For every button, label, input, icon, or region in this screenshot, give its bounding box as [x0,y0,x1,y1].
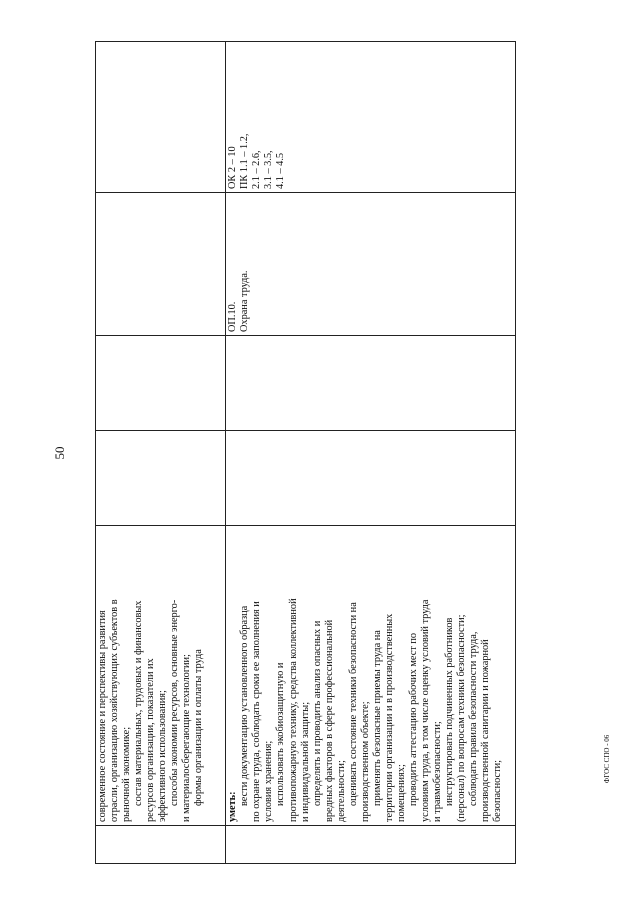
content-line: деятельности; [335,760,347,822]
discipline-cell [226,193,516,336]
content-line: производственном объекте; [359,701,371,822]
content-line: и индивидуальной защиты; [299,701,311,822]
content-line: противопожарную технику, средства коллективной [287,598,299,822]
content-line: состав материальных, трудовых и финансовых [133,600,145,806]
content-line: условия хранения; [263,740,275,822]
content-line: и травмобезопасности; [432,721,444,822]
competency-line: 3.1 – 3.5, [263,150,275,189]
discipline-code: ОП.10. [227,301,239,332]
table-row [96,42,226,864]
content-line: эффективного использования; [157,690,169,822]
content-line: проводить аттестацию рабочих мест по [408,632,419,806]
competency-line: ОК 2 – 10 [227,146,239,189]
content-line: инструктировать подчиненных работников [444,617,456,806]
content-line: способы экономии ресурсов, основные энерго- [169,599,181,806]
hours-cell-max [96,431,226,526]
content-line: и материалосберегающие технологии; [181,654,193,822]
content-line: территории организации и в производственных [383,613,395,822]
content-line: по охране труда, соблюдать сроки ее заполнения и [251,601,263,822]
table-row [226,42,516,864]
skills-heading: уметь: [227,791,239,822]
index-cell [96,826,226,864]
content-line: вести документацию установленного образца [239,605,251,806]
competency-cell [96,42,226,193]
content-line: ресурсов организации, показатели их [145,658,157,822]
competency-line: 2.1 – 2.6, [251,150,263,189]
competency-line: 4.1 – 4.5 [275,152,287,189]
curriculum-table-rotated [95,42,516,864]
content-line: безопасности; [492,760,504,822]
hours-cell-required [226,336,516,431]
content-line: отрасли, организацию хозяйствующих субъектов в [109,599,121,822]
curriculum-table-frame [95,42,516,864]
content-line: помещениях; [395,764,407,822]
content-cell [96,526,226,826]
hours-cell-max [226,431,516,526]
discipline-cell [96,193,226,336]
competency-line: ПК 1.1 – 1.2, [239,133,251,189]
content-line: применять безопасные приемы труда на [371,630,383,806]
content-line: условиям труда, в том числе оценку условий труда [420,599,432,822]
hours-cell-required [96,336,226,431]
content-line: оценивать состояние техники безопасности на [347,602,359,806]
content-line: формы организации и оплаты труда [193,649,205,806]
content-line: производственной санитарии и пожарной [480,639,492,822]
content-line: определять и проводить анализ опасных и [311,620,323,806]
discipline-name: Охрана труда. [239,270,251,332]
content-line: современное состояние и перспективы развития [97,610,108,822]
index-cell [226,826,516,864]
content-line: соблюдать правила безопасности труда, [468,631,480,806]
curriculum-table [95,41,516,864]
footer-code: ФГОС СПО - 06 [603,734,611,784]
content-line: (персонал) по вопросам техники безопасности; [456,614,468,822]
content-line: рыночной экономике; [121,726,133,822]
competency-cell [226,42,516,193]
page-number: 50 [52,446,67,460]
content-cell [226,526,516,826]
content-line: вредных факторов в сфере профессиональной [323,619,335,822]
content-line: использовать экобиозащитную и [275,662,287,806]
